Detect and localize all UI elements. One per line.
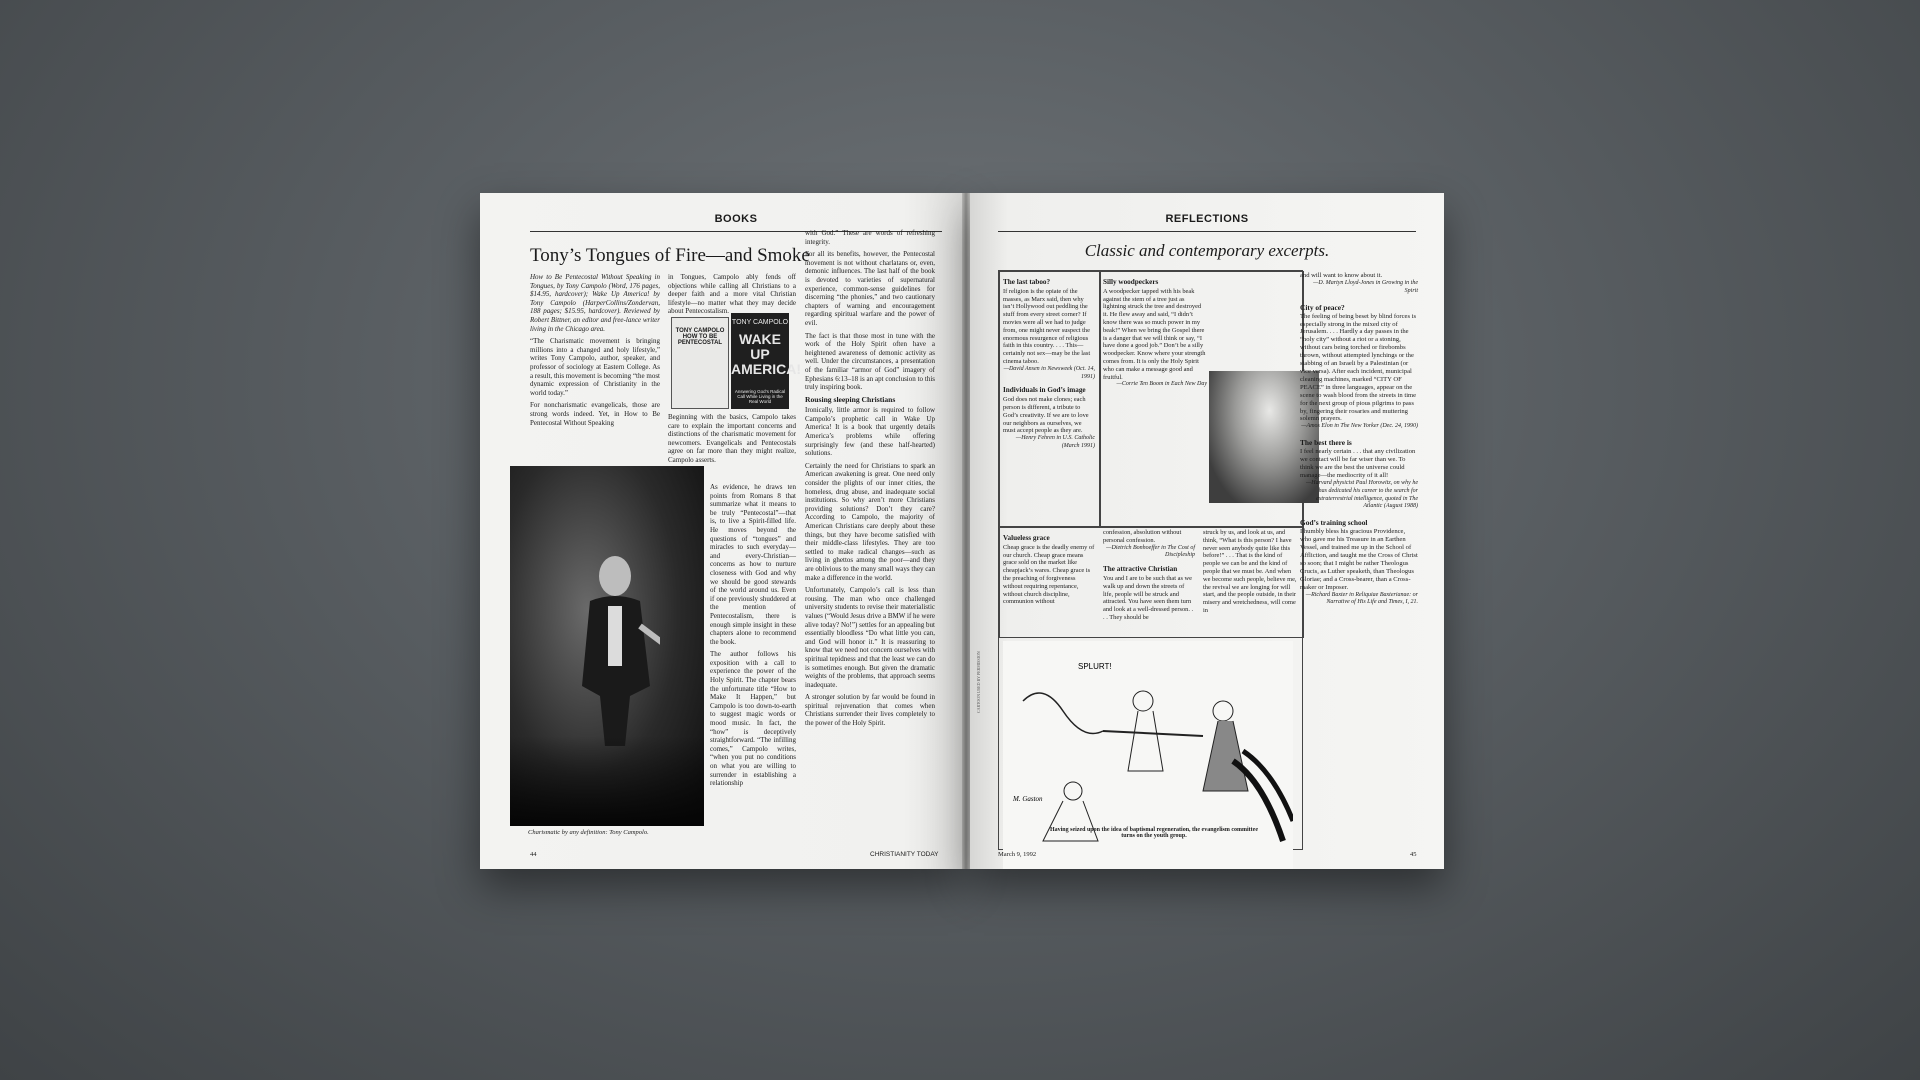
book-covers: [671, 313, 801, 409]
cartoon-caption: Having seized upon the idea of baptismal regeneration, the evangelism committee turns on the youth group.: [1049, 827, 1259, 839]
book-cover-text: TONY CAMPOLO HOW TO BE PENTECOSTAL: [675, 328, 725, 346]
excerpt-heading: The attractive Christian: [1103, 565, 1178, 574]
excerpt-text: Cheap grace is the deadly enemy of our church. Cheap grace means grace sold on the market like cheapjack’s wares. Cheap grace is the preaching of forgiveness without requiring repentance, without church discipline, communion without: [1003, 543, 1095, 606]
paragraph: A stronger solution by far would be found in spiritual rejuvenation that comes when Christians surrender their lives completely to the power of the Holy Spirit.: [805, 693, 935, 728]
left-page: [480, 193, 962, 869]
excerpt-text: A woodpecker tapped with his beak against the stem of a tree just as lightning struck the tree and destroyed it. He flew away and said, “I didn’t know there was so much power in my beak!” When we bring the Gospel there is a danger that we will think or say, “I have done a good job.” Don’t be a silly woodpecker. Know where your strength comes from. It is only the Holy Spirit who can make a message good and fruitful.: [1103, 287, 1206, 381]
paragraph: Certainly the need for Christians to spark an American awakening is great. One need only consider the plights of our inner cities, the homeless, drug abuse, and inadequate social institutions. So why aren’t more Christians providing solutions? Don’t they care? According to Campolo, the majority of American Christians care deeply about these things, but they have become satisfied with their middle-class lifestyles. They are too settled to make radical changes—such as living in ghettos among the poor—and they are oblivious to the many small ways they can make a difference in the world.: [805, 461, 935, 582]
excerpt-woodpeckers: [1103, 273, 1207, 389]
excerpt-text: God does not make clones; each person is different, a tribute to God’s creativity. If we are to love our neighbors as ourselves, we must accept people as they are.: [1003, 396, 1089, 435]
paragraph: with God.” These are words of refreshing integrity.: [805, 229, 935, 246]
issue-date: March 9, 1992: [998, 851, 1037, 858]
excerpt-text: The feeling of being beset by blind forces is especially strong in the mixed city of Jerusalem. . . . Hardly a day passes in the “holy city” without a riot or a stoning, without cars being torched or firebombs thrown, without attempted lynchings or the stabbing of an Israeli by a Palestinian (or vice versa). After each incident, municipal cleaning machines, marked “CITY OF PEACE” in three languages, appear on the scene to wash blood from the streets in time for the next group of pious pilgrims to pass by, fingering their rosaries and muttering solemn prayers.: [1300, 312, 1417, 423]
article-title: Tony’s Tongues of Fire—and Smoke: [530, 245, 810, 266]
paragraph: As evidence, he draws ten points from Romans 8 that summarize what it means to be truly “Pentecostal”—that is, to live a Spirit-filled life. He moves beyond the questions of “tongues” and miracles to such everyday—and every-Christian—concerns as how to nurture closeness with God and why we should be good stewards of the world around us. Even if one previously shuddered at the mention of Pentecostalism, there is enough simple insight in these chapters alone to recommend the book.: [710, 483, 796, 646]
column-2-lower: [710, 483, 796, 792]
excerpt-heading: Valueless grace: [1003, 534, 1050, 542]
excerpt-text: struck by us, and look at us, and think, “What is this person? I have never seen anybody quite like this before!” . . . That is the kind of people we can be and the kind of people that we must be. And when we become such people, believe me, the revival we are longing for will start, and the people outside, in their misery and wretchedness, will come in: [1203, 529, 1297, 614]
right-column: [1300, 270, 1418, 607]
column-3: [805, 229, 935, 732]
page-number: 44: [530, 851, 537, 858]
column-1: [530, 273, 660, 431]
paragraph: Ironically, little armor is required to follow Campolo’s prophetic call in Wake Up America! It is a book that urgently details America’s problems while offering surprisingly few (and these half-hearted) solutions.: [805, 406, 935, 458]
cartoon-splurt: SPLURT!: [1078, 662, 1112, 671]
excerpt-grid: [998, 270, 1303, 850]
excerpt-text: You and I are to be such that as we walk up and down the streets of life, people will be struck and attracted. You have seen them turn and look at a well-dressed person. . . . They should be: [1103, 574, 1194, 621]
opening-quote: “The Charismatic movement is bringing millions into a changed and holy lifestyle,” writes Tony Campolo, author, speaker, and professor of sociology at Eastern College. As a result, this movement is becoming “the most dynamic expression of Christianity in the world today.”: [530, 337, 660, 397]
excerpt-heading: The best there is: [1300, 438, 1352, 448]
paragraph: Unfortunately, Campolo’s call is less than rousing. The man who once challenged university students to revise their materialistic values (“Would Jesus drive a BMW if he were alive today? No!”) settles for an appealing but essentially bloodless “Do what little you can, and God will honor it.” It is reassuring to know that we need not concern ourselves with spiritual tepidness and that the least we can do is sometimes enough. But given the dramatic weights of the problems, that approach seems inadequate.: [805, 586, 935, 689]
excerpt-attribution: —D. Martyn Lloyd-Jones in Growing in the Spirit: [1313, 279, 1418, 294]
photo-caption: Charismatic by any definition: Tony Campolo.: [528, 829, 649, 836]
magazine-name: CHRISTIANITY TODAY: [870, 851, 939, 858]
excerpt-text: I feel nearly certain . . . that any civilization we contact will be far wiser than we. To think we are the best the universe could manage—the mediocrity of it all!: [1300, 448, 1416, 479]
section-subtitle: Classic and contemporary excerpts.: [1084, 241, 1330, 260]
photo-tony-campolo: [510, 466, 704, 826]
excerpt-attribution: —Amos Elon in The New Yorker (Dec. 24, 1990): [1301, 423, 1418, 430]
excerpt-attribution: —Dietrich Bonhoeffer in The Cost of Discipleship: [1106, 544, 1195, 559]
excerpt-continued: [1203, 529, 1299, 615]
excerpt-heading: Individuals in God’s image: [1003, 386, 1086, 395]
paragraph: For all its benefits, however, the Pentecostal movement is not without charlatans or, even, demonic influences. The last half of the book is devoted to varieties of supernatural experience, common-sense guidelines for discerning “the phonies,” and two cautionary chapters of warning and encouragement regarding spiritual warfare and the power of evil.: [805, 250, 935, 327]
book-title: WAKE UP AMERICA!: [731, 331, 801, 377]
excerpt-heading: City of peace?: [1300, 302, 1345, 312]
excerpt-heading: Silly woodpeckers: [1103, 278, 1159, 286]
excerpt-heading: God’s training school: [1300, 518, 1368, 528]
book-cover-pentecostal: [671, 317, 729, 409]
excerpt-text: confession, absolution without personal confession.: [1103, 529, 1182, 544]
excerpt-attribution: —Henry Fehren in U.S. Catholic (March 1991): [1015, 435, 1095, 449]
right-page: [970, 193, 1444, 869]
paragraph: The author follows his exposition with a call to experience the power of the Holy Spirit. The chapter bears the unfortunate title “How to Make It Happen,” but Campolo is too down-to-earth to suggest magic words or mood music. In fact, the “how” is deceptively straightforward. “The infilling comes,” Campolo writes, “when you put no conditions on what you are willing to surrender in establishing a relationship: [710, 650, 796, 788]
review-intro: How to Be Pentecostal Without Speaking in Tongues, by Tony Campolo (Word, 176 pages, $14.95, hardcover); Wake Up America! by Tony Campolo (HarperCollins/Zondervan, 188 pages; $15.95, hardcover). Reviewed by Robert Bittner, an editor and free-lance writer living in the Chicago area.: [530, 273, 660, 333]
subheading: Rousing sleeping Christians: [805, 394, 896, 404]
paragraph: in Tongues, Campolo ably fends off objections while calling all Christians to a deeper faith and a more vital Christian lifestyle—no matter what they may decide about Pentecostalism.: [668, 273, 796, 316]
paragraph: Beginning with the basics, Campolo takes care to explain the important concerns and distinctions of the charismatic movement for newcomers. Evangelicals and Pentecostals agree on far more than they might realize, Campolo asserts.: [668, 413, 796, 464]
speaker-silhouette: [570, 546, 660, 746]
excerpt-heading: The last taboo?: [1003, 278, 1051, 286]
paragraph: The fact is that those most in tune with the work of the Holy Spirit often have a heightened awareness of demonic activity as well. Under the circumstances, a presentation of the familiar “armor of God” imagery of Ephesians 6:13–18 is an apt conclusion to this truly inspiring book.: [805, 331, 935, 392]
excerpt-attribution: —Richard Baxter in Reliquiae Baxterianae: or Narrative of His Life and Times, I, 21.: [1305, 591, 1418, 606]
excerpt-valueless-grace: [1003, 529, 1095, 606]
column-2: [668, 413, 796, 469]
book-cover-wake-up-america: [731, 313, 801, 409]
excerpt-attribution: —Corrie Ten Boom in Each New Day: [1116, 381, 1207, 388]
cartoon-credit: CARTOON USED BY PERMISSION: [976, 651, 981, 713]
spine-gutter: [962, 193, 970, 869]
excerpt-last-taboo: [1003, 273, 1095, 451]
excerpt-text: and will want to know about it.: [1300, 272, 1383, 279]
page-number: 45: [1410, 851, 1417, 858]
paragraph: For noncharismatic evangelicals, those are strong words indeed. Yet, in How to Be Pentecostal Without Speaking: [530, 401, 660, 427]
book-subtitle: Answering God’s Radical Call While Living in the Real World: [734, 389, 786, 404]
magazine-spread: [480, 193, 1444, 869]
excerpt-text: I humbly bless his gracious Providence, who gave me his Treasure in an Earthen Vessel, and trained me up in the School of Affliction, and taught me the Cross of Christ so soon; that I might be rather Theologus Crucis, as Luther speaketh, than Theologus Gloriae; and a Cross-bearer, than a Cross-maker or Imposer.: [1300, 528, 1418, 591]
book-author: TONY CAMPOLO: [731, 319, 789, 326]
section-header-reflections: REFLECTIONS: [998, 213, 1416, 232]
excerpt-attribution: —Harvard physicist Paul Horowitz, on why he has dedicated his career to the search for extraterrestrial intelligence, quoted in The Atlantic (August 1988): [1305, 479, 1418, 510]
excerpt-text: If religion is the opiate of the masses, as Marx said, then why isn’t Hollywood out peddling the stuff from every street corner? If movies were all we had to judge from, one might never suspect the enormous resurgence of religious faith in this country. . . . This—certainly not sex—may be the last cinema taboo.: [1003, 287, 1091, 365]
section-header-books: BOOKS: [530, 213, 942, 232]
excerpt-attribution: —David Ansen in Newsweek (Oct. 14, 1991): [1003, 365, 1095, 380]
excerpt-attractive-christian: [1103, 529, 1195, 622]
cartoon-signature: M. Gaston: [1013, 795, 1043, 803]
